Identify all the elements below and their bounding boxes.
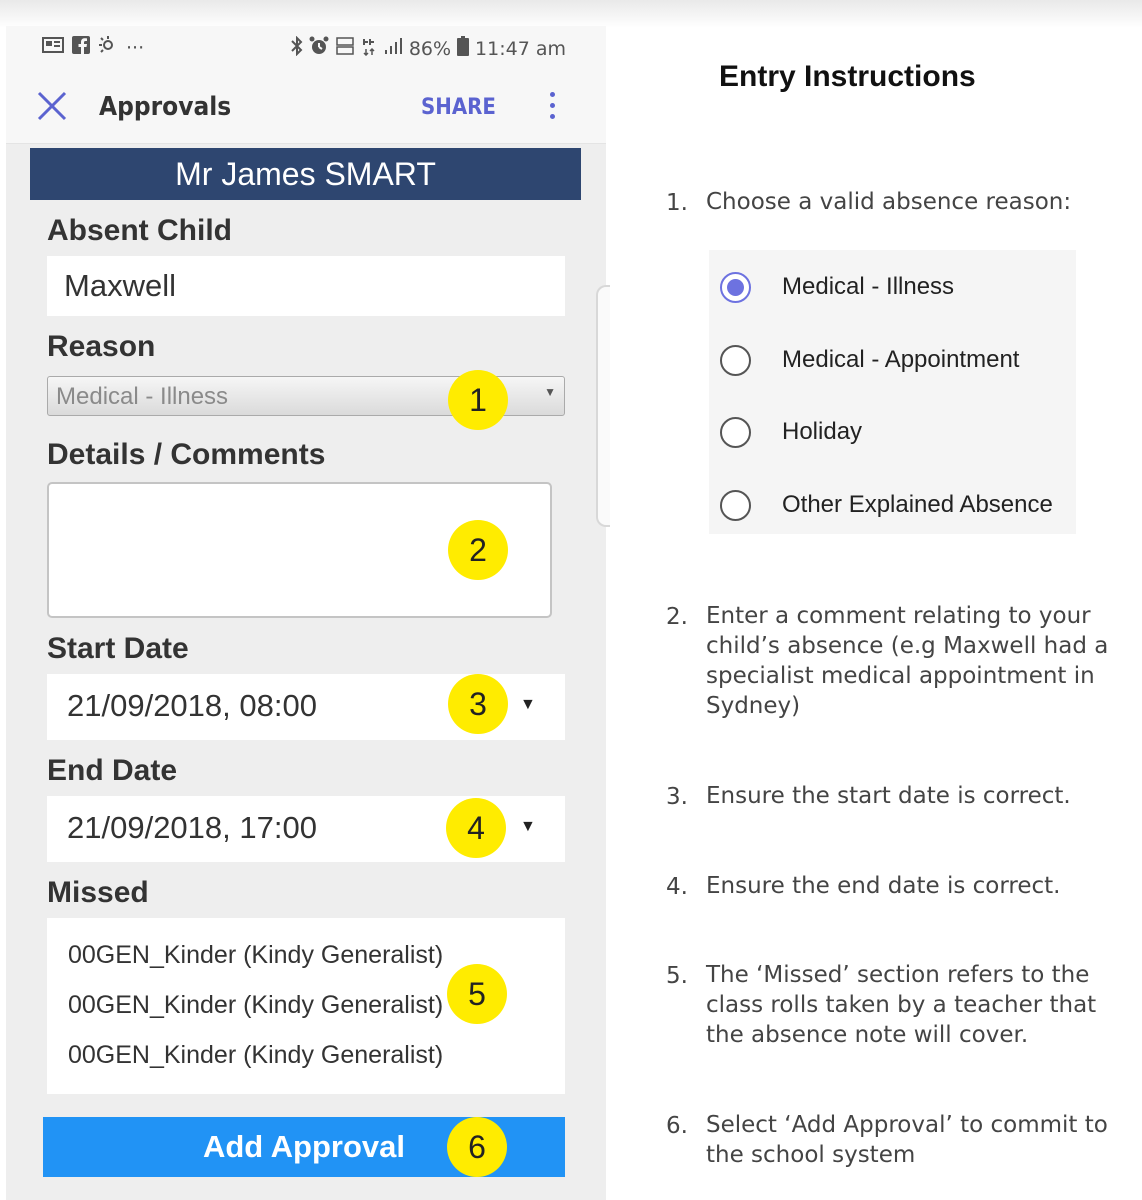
battery-percent: 86% xyxy=(408,37,452,60)
status-system xyxy=(291,36,566,61)
step-text: Ensure the start date is correct. xyxy=(706,783,1071,809)
app-bar xyxy=(6,70,606,144)
step-number: 5. xyxy=(666,963,688,989)
step-text: Enter a comment relating to your child’s absence (e.g Maxwell had a specialist medical appointment in Sydney) xyxy=(706,603,1109,719)
battery-icon xyxy=(457,36,469,61)
details-label: Details / Comments xyxy=(47,438,326,471)
step-text: Select ‘Add Approval’ to commit to the school system xyxy=(706,1112,1108,1168)
close-icon[interactable] xyxy=(36,90,68,122)
start-date-label: Start Date xyxy=(47,632,189,665)
reason-option-label: Other Explained Absence xyxy=(782,491,1053,518)
reason-option-label: Medical - Appointment xyxy=(782,346,1020,373)
phone-screen xyxy=(6,26,606,1200)
phone-side-edge xyxy=(596,285,610,527)
callout-badge-1: 1 xyxy=(448,370,508,430)
missed-item: 00GEN_Kinder (Kindy Generalist) xyxy=(68,941,444,969)
bluetooth-icon xyxy=(291,36,303,61)
brightness-icon xyxy=(98,36,118,59)
network-4g-icon xyxy=(361,36,377,61)
radio-unselected-icon[interactable] xyxy=(720,417,751,448)
clock-time: 11:47 am xyxy=(475,37,566,60)
radio-selected-icon[interactable] xyxy=(720,272,751,303)
absent-child-label: Absent Child xyxy=(47,214,232,247)
radio-unselected-icon[interactable] xyxy=(720,490,751,521)
add-approval-button[interactable]: Add Approval xyxy=(43,1117,565,1177)
reason-option-label: Medical - Illness xyxy=(782,273,955,300)
alarm-icon xyxy=(309,36,329,61)
step-number: 6. xyxy=(666,1113,688,1139)
step-number: 4. xyxy=(666,874,688,900)
callout-badge-5: 5 xyxy=(447,964,507,1024)
reason-selected-value: Medical - Illness xyxy=(56,383,229,410)
callout-badge-6: 6 xyxy=(447,1117,507,1177)
step-number: 2. xyxy=(666,604,688,630)
callout-badge-3: 3 xyxy=(448,674,508,734)
absent-child-value: Maxwell xyxy=(64,268,176,303)
step-number: 3. xyxy=(666,784,688,810)
news-icon xyxy=(42,36,64,59)
step-text: Ensure the end date is correct. xyxy=(706,873,1061,899)
start-date-value: 21/09/2018, 08:00 xyxy=(67,688,317,723)
chevron-down-icon: ▼ xyxy=(544,385,556,399)
missed-label: Missed xyxy=(47,876,149,909)
missed-item: 00GEN_Kinder (Kindy Generalist) xyxy=(68,1041,444,1069)
reason-option[interactable] xyxy=(709,485,1076,525)
reason-option[interactable] xyxy=(709,267,1076,307)
radio-unselected-icon[interactable] xyxy=(720,345,751,376)
signal-icon xyxy=(383,36,403,61)
reason-option[interactable] xyxy=(709,412,1076,452)
reason-option[interactable] xyxy=(709,340,1076,380)
end-date-dropdown-icon[interactable]: ▼ xyxy=(520,818,536,835)
instructions-title: Entry Instructions xyxy=(719,60,976,93)
step-text: The ‘Missed’ section refers to the class rolls taken by a teacher that the absence note will cover. xyxy=(706,962,1097,1048)
status-notifications xyxy=(42,36,144,59)
start-date-dropdown-icon[interactable]: ▼ xyxy=(520,696,536,713)
share-button[interactable]: SHARE xyxy=(421,95,496,120)
volte-icon xyxy=(335,36,355,61)
user-name-header: Mr James SMART xyxy=(30,148,581,200)
callout-badge-4: 4 xyxy=(446,798,506,858)
end-date-label: End Date xyxy=(47,754,178,787)
callout-badge-2: 2 xyxy=(448,520,508,580)
step-number: 1. xyxy=(666,190,688,216)
end-date-value: 21/09/2018, 17:00 xyxy=(67,810,317,845)
missed-item: 00GEN_Kinder (Kindy Generalist) xyxy=(68,991,444,1019)
step-text: Choose a valid absence reason: xyxy=(706,189,1072,215)
top-fade xyxy=(0,0,1142,28)
more-notifications-icon: ··· xyxy=(126,36,145,59)
reason-label: Reason xyxy=(47,330,156,363)
reason-options-panel xyxy=(709,250,1076,534)
facebook-icon xyxy=(72,36,90,59)
status-bar xyxy=(6,26,606,70)
reason-option-label: Holiday xyxy=(782,418,863,445)
more-options-icon[interactable] xyxy=(546,92,558,122)
absent-child-field[interactable] xyxy=(47,256,565,316)
page-title: Approvals xyxy=(99,92,232,122)
